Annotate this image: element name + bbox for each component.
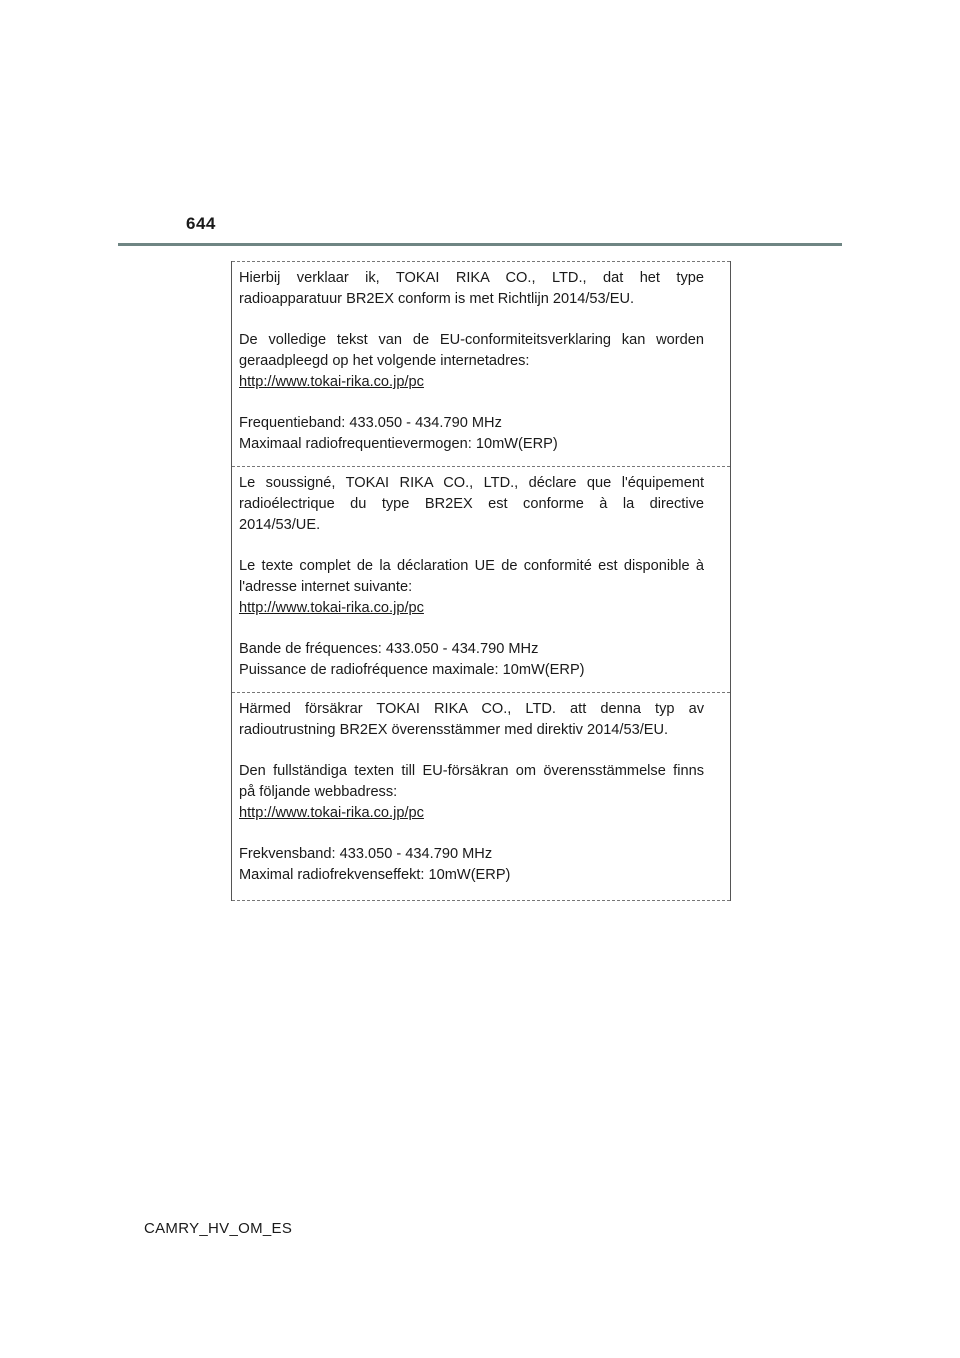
fulltext-line: på följande webbadress: <box>239 784 398 800</box>
fulltext-line: De volledige tekst van de EU-conformiteitsverklaring kan worden <box>239 332 704 348</box>
fulltext-paragraph <box>239 330 704 393</box>
statement-line: 2014/53/UE. <box>239 517 321 533</box>
statement-line: Härmed försäkrar TOKAI RIKA CO., LTD. att denna typ av <box>239 701 704 717</box>
spec-line: Maximal radiofrekvenseffekt: 10mW(ERP) <box>239 867 511 883</box>
spec-paragraph <box>239 844 704 886</box>
spec-line: Maximaal radiofrequentievermogen: 10mW(ERP) <box>239 436 558 452</box>
fulltext-line: Le texte complet de la déclaration UE de conformité est disponible à <box>239 558 704 574</box>
declaration-box <box>231 261 731 901</box>
spec-line: Puissance de radiofréquence maximale: 10mW(ERP) <box>239 662 585 678</box>
declaration-link[interactable]: http://www.tokai-rika.co.jp/pc <box>239 600 424 616</box>
statement-line: Le soussigné, TOKAI RIKA CO., LTD., déclare que l'équipement <box>239 475 704 491</box>
declaration-section-sv <box>232 692 730 900</box>
spec-line: Bande de fréquences: 433.050 - 434.790 MHz <box>239 641 539 657</box>
declaration-link[interactable]: http://www.tokai-rika.co.jp/pc <box>239 805 424 821</box>
box-bottom-border <box>232 900 730 901</box>
spec-paragraph <box>239 639 704 681</box>
declaration-section-nl <box>232 261 730 466</box>
header-rule <box>118 243 842 246</box>
declaration-link[interactable]: http://www.tokai-rika.co.jp/pc <box>239 374 424 390</box>
statement-line: radioélectrique du type BR2EX est conforme à la directive <box>239 496 704 512</box>
statement-paragraph <box>239 473 704 536</box>
spec-line: Frequentieband: 433.050 - 434.790 MHz <box>239 415 502 431</box>
declaration-section-fr <box>232 466 730 692</box>
spec-line: Frekvensband: 433.050 - 434.790 MHz <box>239 846 493 862</box>
fulltext-paragraph <box>239 761 704 824</box>
statement-paragraph <box>239 699 704 741</box>
fulltext-line: Den fullständiga texten till EU-försäkran om överensstämmelse finns <box>239 763 704 779</box>
page-number: 644 <box>186 214 216 233</box>
footer-code: CAMRY_HV_OM_ES <box>144 1220 293 1237</box>
statement-line: radioutrustning BR2EX överensstämmer med direktiv 2014/53/EU. <box>239 722 669 738</box>
statement-line: radioapparatuur BR2EX conform is met Richtlijn 2014/53/EU. <box>239 291 635 307</box>
fulltext-paragraph <box>239 556 704 619</box>
spec-paragraph <box>239 413 704 455</box>
fulltext-line: geraadpleegd op het volgende internetadres: <box>239 353 530 369</box>
statement-paragraph <box>239 268 704 310</box>
statement-line: Hierbij verklaar ik, TOKAI RIKA CO., LTD., dat het type <box>239 270 704 286</box>
fulltext-line: l'adresse internet suivante: <box>239 579 413 595</box>
